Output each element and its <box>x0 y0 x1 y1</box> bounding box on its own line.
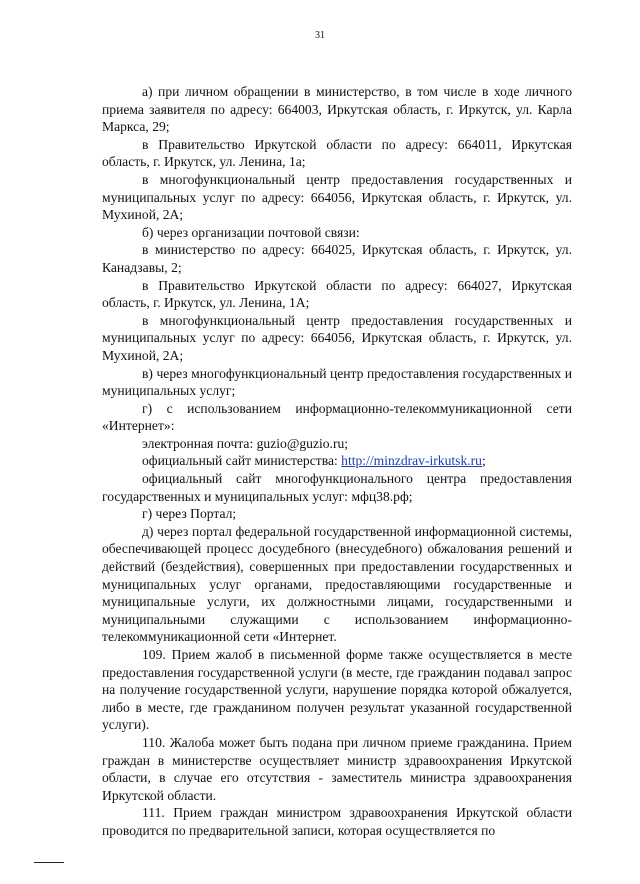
paragraph-text: ; <box>481 453 486 469</box>
paragraph: в) через многофункциональный центр предоставления государственных и муниципальных услуг; <box>102 365 572 399</box>
paragraph: б) через организации почтовой связи: <box>142 224 360 240</box>
paragraph: в Правительство Иркутской области по адресу: 664011, Иркутская область, г. Иркутск, ул. Ленина, 1а; <box>102 136 572 170</box>
paragraph: а) при личном обращении в министерство, в том числе в ходе личного приема заявителя по адресу: 664003, Иркутская область, г. Иркутск, ул. Карла Маркса, 29; <box>102 84 572 135</box>
paragraph: электронная почта: guzio@guzio.ru; <box>142 435 349 451</box>
paragraph: в многофункциональный центр предоставления государственных и муниципальных услуг по адресу: 664056, Иркутская область, г. Иркутск, ул. Мухиной, 2А; <box>102 171 572 223</box>
paragraph: 109. Прием жалоб в письменной форме также осуществляется в месте предоставления государственной услуги (в месте, где гражданин подавал запрос на получение государственной услуги, нарушение порядка которой обжалуется, либо в месте, где гражданином получен результат указанной государственной услуги). <box>102 647 572 733</box>
paragraph <box>102 452 572 470</box>
paragraph: в Правительство Иркутской области по адресу: 664027, Иркутская область, г. Иркутск, ул. Ленина, 1А; <box>102 277 572 311</box>
paragraph: г) с использованием информационно-телекоммуникационной сети «Интернет»: <box>102 400 572 434</box>
ministry-website-link[interactable]: http://minzdrav-irkutsk.ru <box>341 453 482 469</box>
paragraph-text: официальный сайт министерства: <box>142 453 342 469</box>
paragraph: 111. Прием граждан министром здравоохранения Иркутской области проводится по предварительной записи, которая осуществляется по <box>102 805 572 838</box>
page-number: 31 <box>315 30 325 41</box>
paragraph: в министерство по адресу: 664025, Иркутская область, г. Иркутск, ул. Канадзавы, 2; <box>102 242 572 275</box>
paragraph: официальный сайт многофункционального центра предоставления государственных и муниципальных услуг: мфц38.рф; <box>102 471 572 504</box>
paragraph: 110. Жалоба может быть подана при личном приеме гражданина. Прием граждан в министерстве осуществляет министр здравоохранения Иркутской области, в случае его отсутствия - заместитель министра здравоохранения Иркутской области. <box>102 734 572 803</box>
document-body <box>102 83 572 840</box>
paragraph: г) через Портал; <box>142 506 237 522</box>
paragraph: д) через портал федеральной государственной информационной системы, обеспечивающей процесс досудебного (внесудебного) обжалования решений и действий (бездействия), совершенных при предоставлении государственных и муниципальных услуг органами, предоставляющими государственные и муниципальные услуги, их должностными лицами, государственными и муниципальными служащими с использованием информационно-телекоммуникационной сети «Интернет. <box>102 523 572 645</box>
footer-rule <box>34 862 64 863</box>
paragraph: в многофункциональный центр предоставления государственных и муниципальных услуг по адресу: 664056, Иркутская область, г. Иркутск, ул. Мухиной, 2А; <box>102 312 572 363</box>
